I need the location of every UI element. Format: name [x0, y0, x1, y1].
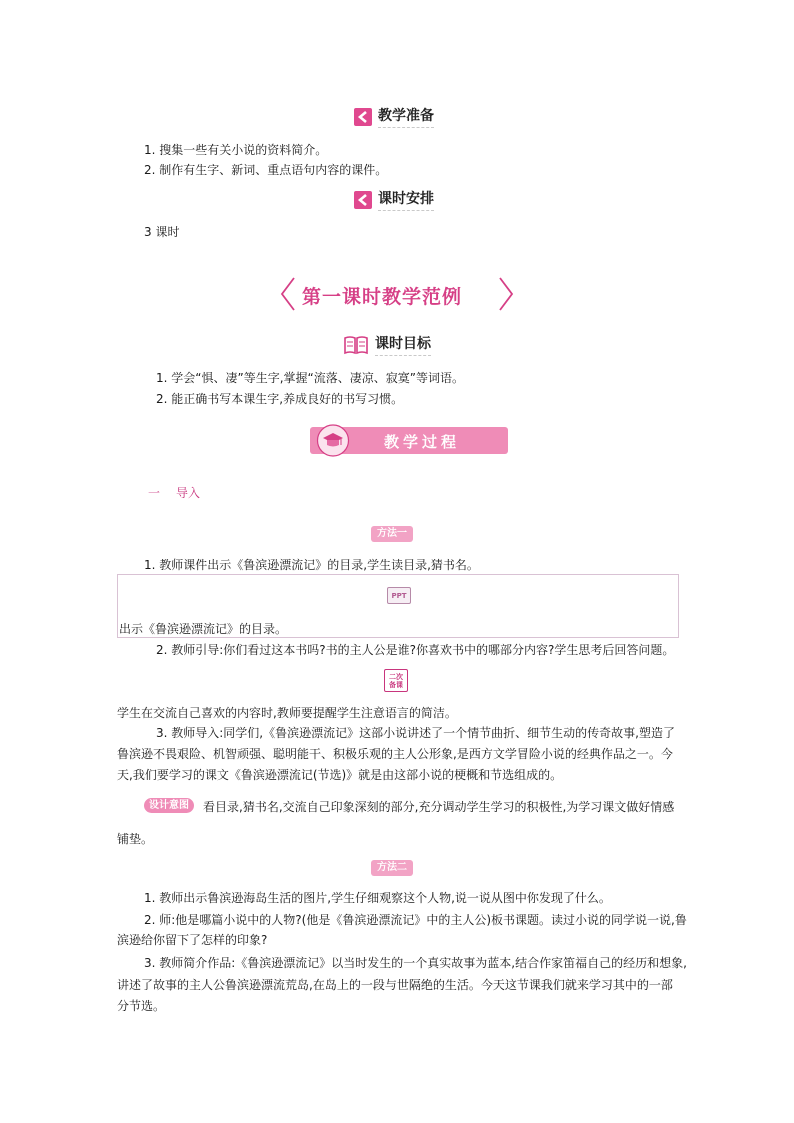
section-one-title: 导入 [176, 486, 201, 500]
method2-line1: 1. 教师出示鲁滨逊海岛生活的图片,学生仔细观察这个人物,说一说从图中你发现了什么。 [144, 891, 611, 905]
method1-note: 学生在交流自己喜欢的内容时,教师要提醒学生注意语言的简洁。 [117, 706, 457, 720]
pink-tag-icon [354, 108, 372, 126]
second-prep-badge-line1: 二次 [389, 672, 403, 681]
lesson-title: 第一课时教学范例 [302, 286, 463, 308]
pink-tag-icon [354, 191, 372, 209]
second-prep-badge [384, 669, 408, 692]
prep-heading [354, 105, 434, 128]
method2-line5: 讲述了故事的主人公鲁滨逊漂流荒岛,在岛上的一段与世隔绝的生活。今天这节课我们就来学习其中的一部 [117, 978, 673, 992]
method2-line2: 2. 师:他是哪篇小说中的人物?(他是《鲁滨逊漂流记》中的主人公)板书课题。读过小说的同学说一说,鲁 [144, 913, 687, 927]
design-intent-line2: 铺垫。 [117, 832, 154, 846]
method2-line3: 滨逊给你留下了怎样的印象? [117, 933, 268, 947]
method2-line6: 分节选。 [117, 999, 166, 1013]
goal-item-2: 2. 能正确书写本课生字,养成良好的书写习惯。 [156, 392, 404, 406]
method1-step2: 2. 教师引导:你们看过这本书吗?书的主人公是谁?你喜欢书中的哪部分内容?学生思考后回答问题。 [156, 643, 675, 657]
second-prep-badge-line2: 备课 [389, 680, 403, 689]
ppt-box [117, 574, 679, 638]
prep-item-1: 1. 搜集一些有关小说的资料简介。 [144, 143, 328, 157]
section-one-number: 一 [148, 486, 161, 500]
graduation-cap-icon [316, 424, 350, 457]
method1-step3-line1: 3. 教师导入:同学们,《鲁滨逊漂流记》这部小说讲述了一个情节曲折、细节生动的传奇故事,塑造了 [156, 726, 675, 740]
process-banner [310, 427, 508, 454]
design-intent-badge: 设计意图 [144, 798, 194, 813]
schedule-text: 3 课时 [144, 225, 180, 239]
method1-step3-line3: 天,我们要学习的课文《鲁滨逊漂流记(节选)》就是由这部小说的梗概和节选组成的。 [117, 768, 563, 782]
method1-step3-line2: 鲁滨逊不畏艰险、机智顽强、聪明能干、积极乐观的主人公形象,是西方文学冒险小说的经典作品之一。今 [117, 747, 673, 761]
goal-item-1: 1. 学会“惧、凄”等生字,掌握“流落、凄凉、寂寞”等词语。 [156, 371, 464, 385]
design-intent-line1: 看目录,猜书名,交流自己印象深刻的部分,充分调动学生学习的积极性,为学习课文做好情感 [203, 800, 675, 814]
ppt-text: 出示《鲁滨逊漂流记》的目录。 [119, 622, 288, 636]
method1-step1: 1. 教师课件出示《鲁滨逊漂流记》的目录,学生读目录,猜书名。 [144, 558, 479, 572]
goals-heading [343, 333, 431, 356]
left-bracket-icon [278, 276, 298, 312]
prep-title: 教学准备 [378, 105, 434, 128]
method2-badge: 方法二 [371, 860, 413, 876]
schedule-heading [354, 188, 434, 211]
open-book-icon [343, 335, 369, 355]
method2-line4: 3. 教师简介作品:《鲁滨逊漂流记》以当时发生的一个真实故事为蓝本,结合作家笛福自己的经历和想象, [144, 956, 687, 970]
ppt-icon: PPT [387, 587, 411, 604]
goals-title: 课时目标 [375, 333, 431, 356]
prep-item-2: 2. 制作有生字、新词、重点语句内容的课件。 [144, 163, 388, 177]
schedule-title: 课时安排 [378, 188, 434, 211]
right-bracket-icon [496, 276, 516, 312]
method1-badge: 方法一 [371, 526, 413, 542]
process-banner-text: 教学过程 [384, 433, 461, 451]
